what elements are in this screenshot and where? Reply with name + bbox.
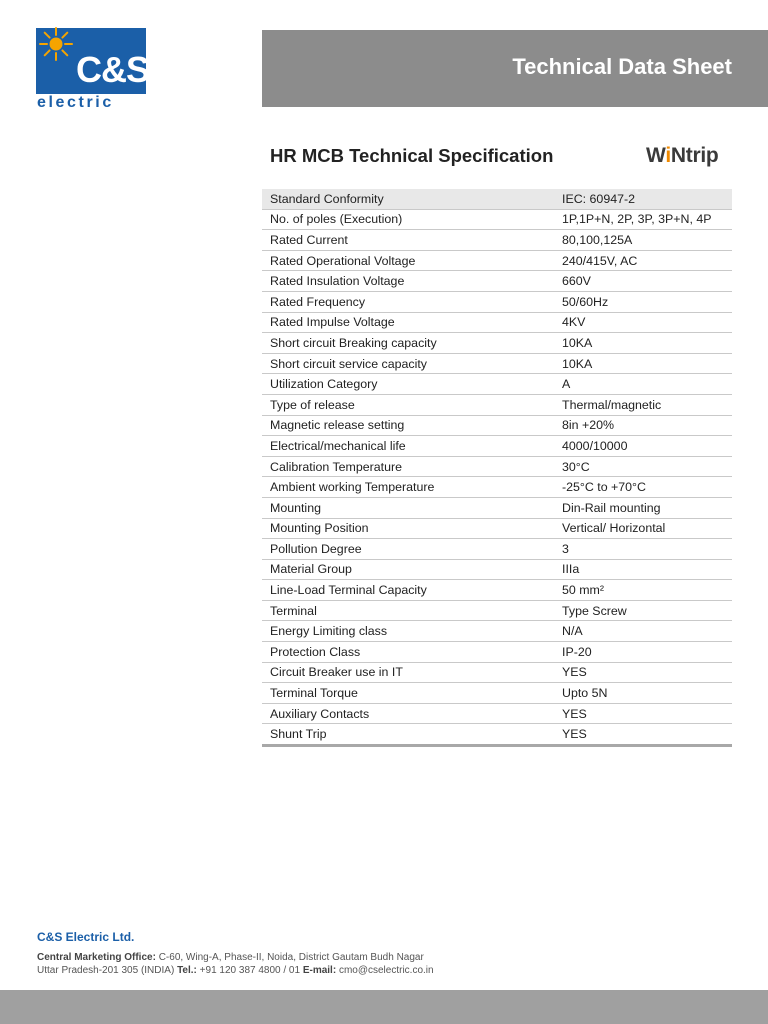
spec-label: Type of release bbox=[262, 394, 562, 415]
spec-label: Energy Limiting class bbox=[262, 621, 562, 642]
spec-value: 80,100,125A bbox=[562, 230, 732, 251]
footer bbox=[37, 930, 434, 977]
spec-label: Calibration Temperature bbox=[262, 456, 562, 477]
footer-address bbox=[37, 951, 434, 977]
spec-label: Rated Current bbox=[262, 230, 562, 251]
spec-label: Mounting bbox=[262, 497, 562, 518]
spec-row bbox=[262, 291, 732, 312]
spec-label: Mounting Position bbox=[262, 518, 562, 539]
spec-value: Type Screw bbox=[562, 600, 732, 621]
spec-row bbox=[262, 374, 732, 395]
spec-value: Vertical/ Horizontal bbox=[562, 518, 732, 539]
spec-label: Utilization Category bbox=[262, 374, 562, 395]
spec-value: IP-20 bbox=[562, 642, 732, 663]
spec-table bbox=[262, 189, 732, 747]
spec-value: 660V bbox=[562, 271, 732, 292]
spec-label: Short circuit Breaking capacity bbox=[262, 333, 562, 354]
spec-label: Pollution Degree bbox=[262, 539, 562, 560]
page-title: Technical Data Sheet bbox=[512, 54, 732, 79]
spec-label: Electrical/mechanical life bbox=[262, 436, 562, 457]
spec-value: Din-Rail mounting bbox=[562, 497, 732, 518]
spec-value: 4KV bbox=[562, 312, 732, 333]
spec-value: 8in +20% bbox=[562, 415, 732, 436]
spec-row bbox=[262, 642, 732, 663]
email-label: E-mail: bbox=[302, 965, 337, 976]
spec-label: Protection Class bbox=[262, 642, 562, 663]
spec-value: 10KA bbox=[562, 333, 732, 354]
spec-label: Rated Impulse Voltage bbox=[262, 312, 562, 333]
spec-row bbox=[262, 209, 732, 230]
logo-mark: C&S bbox=[76, 49, 150, 90]
spec-label: Short circuit service capacity bbox=[262, 353, 562, 374]
office-label: Central Marketing Office: bbox=[37, 952, 156, 963]
spec-label: No. of poles (Execution) bbox=[262, 209, 562, 230]
spec-label: Standard Conformity bbox=[262, 189, 562, 209]
brand-text-w: W bbox=[646, 144, 666, 167]
spec-table-body bbox=[262, 189, 732, 746]
spec-value: 10KA bbox=[562, 353, 732, 374]
spec-row bbox=[262, 621, 732, 642]
address-line2: Uttar Pradesh-201 305 (INDIA) bbox=[37, 965, 175, 976]
spec-value: -25°C to +70°C bbox=[562, 477, 732, 498]
spec-row bbox=[262, 271, 732, 292]
spec-label: Terminal bbox=[262, 600, 562, 621]
logo-subtitle: electric bbox=[37, 94, 114, 111]
footer-company: C&S Electric Ltd. bbox=[37, 930, 135, 944]
spec-row bbox=[262, 333, 732, 354]
spec-row bbox=[262, 580, 732, 601]
email-link[interactable]: cmo@cselectric.co.in bbox=[338, 965, 434, 976]
spec-row bbox=[262, 497, 732, 518]
spec-row bbox=[262, 539, 732, 560]
spec-row bbox=[262, 250, 732, 271]
spec-value: Thermal/magnetic bbox=[562, 394, 732, 415]
spec-value: YES bbox=[562, 703, 732, 724]
spec-label: Circuit Breaker use in IT bbox=[262, 662, 562, 683]
logo-box bbox=[36, 28, 150, 94]
spec-label: Shunt Trip bbox=[262, 724, 562, 746]
spec-value: Upto 5N bbox=[562, 683, 732, 704]
spec-value: IIIa bbox=[562, 559, 732, 580]
spec-value: 240/415V, AC bbox=[562, 250, 732, 271]
spec-label: Terminal Torque bbox=[262, 683, 562, 704]
brand-text-i: i bbox=[665, 144, 671, 167]
spec-value: 4000/10000 bbox=[562, 436, 732, 457]
spec-value: IEC: 60947-2 bbox=[562, 189, 732, 209]
spec-row bbox=[262, 703, 732, 724]
spec-label: Rated Frequency bbox=[262, 291, 562, 312]
spec-value: YES bbox=[562, 724, 732, 746]
spec-label: Ambient working Temperature bbox=[262, 477, 562, 498]
sun-icon bbox=[36, 24, 76, 64]
spec-row bbox=[262, 436, 732, 457]
spec-row bbox=[262, 518, 732, 539]
bottom-band bbox=[0, 990, 768, 1024]
spec-row bbox=[262, 683, 732, 704]
spec-row bbox=[262, 724, 732, 746]
header-band bbox=[262, 30, 768, 107]
tel-label: Tel.: bbox=[177, 965, 197, 976]
spec-value: 30°C bbox=[562, 456, 732, 477]
spec-value: A bbox=[562, 374, 732, 395]
spec-label: Rated Insulation Voltage bbox=[262, 271, 562, 292]
spec-label: Auxiliary Contacts bbox=[262, 703, 562, 724]
spec-row bbox=[262, 394, 732, 415]
spec-row bbox=[262, 559, 732, 580]
spec-value: 1P,1P+N, 2P, 3P, 3P+N, 4P bbox=[562, 209, 732, 230]
tel-value: +91 120 387 4800 / 01 bbox=[199, 965, 301, 976]
spec-value: 3 bbox=[562, 539, 732, 560]
spec-row bbox=[262, 353, 732, 374]
spec-title: HR MCB Technical Specification bbox=[270, 145, 554, 166]
spec-label: Material Group bbox=[262, 559, 562, 580]
spec-row bbox=[262, 456, 732, 477]
spec-value: 50 mm² bbox=[562, 580, 732, 601]
spec-row bbox=[262, 600, 732, 621]
spec-row bbox=[262, 312, 732, 333]
office-address: C-60, Wing-A, Phase-II, Noida, District Gautam Budh Nagar bbox=[158, 952, 424, 963]
brand-logo bbox=[646, 144, 718, 168]
spec-label: Magnetic release setting bbox=[262, 415, 562, 436]
company-logo bbox=[22, 18, 158, 120]
spec-row bbox=[262, 662, 732, 683]
spec-label: Line-Load Terminal Capacity bbox=[262, 580, 562, 601]
spec-value: N/A bbox=[562, 621, 732, 642]
spec-row bbox=[262, 189, 732, 209]
spec-row bbox=[262, 477, 732, 498]
spec-row bbox=[262, 230, 732, 251]
spec-label: Rated Operational Voltage bbox=[262, 250, 562, 271]
spec-row bbox=[262, 415, 732, 436]
spec-value: YES bbox=[562, 662, 732, 683]
brand-text-rest: Ntrip bbox=[670, 144, 719, 167]
spec-value: 50/60Hz bbox=[562, 291, 732, 312]
